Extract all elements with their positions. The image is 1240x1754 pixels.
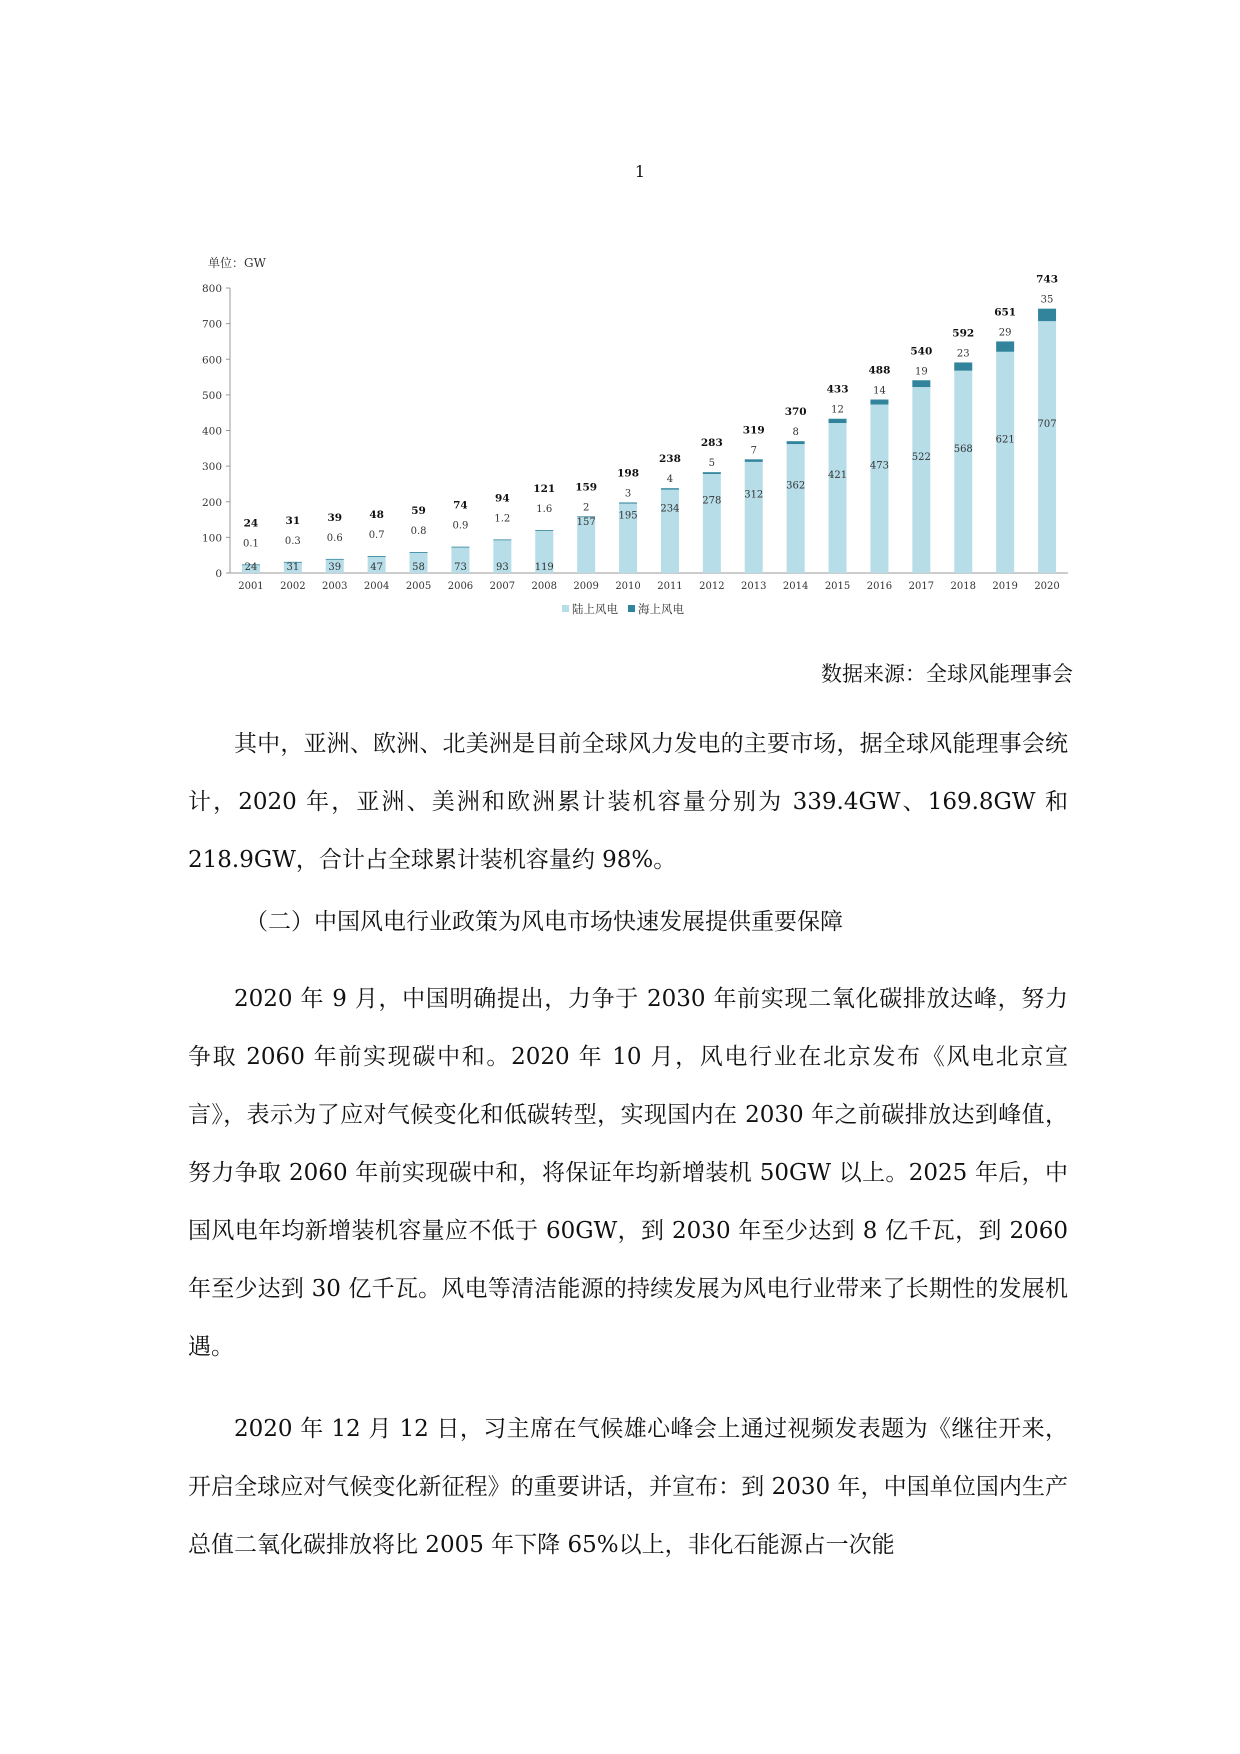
bar-onshore (870, 404, 888, 573)
total-data-label: 488 (868, 364, 891, 377)
x-tick-label: 2014 (782, 581, 809, 592)
bar-onshore (1038, 321, 1056, 573)
offshore-data-label: 7 (750, 445, 757, 457)
onshore-data-label: 119 (534, 562, 554, 573)
x-tick-label: 2002 (280, 581, 306, 592)
y-tick-label: 800 (201, 283, 222, 295)
x-tick-label: 2018 (950, 581, 976, 592)
total-data-label: 94 (495, 492, 510, 505)
x-tick-label: 2006 (447, 581, 474, 592)
offshore-data-label: 0.7 (368, 530, 385, 542)
offshore-data-label: 14 (873, 385, 886, 397)
onshore-data-label: 93 (495, 562, 509, 573)
y-tick-label: 500 (201, 389, 222, 402)
x-tick-label: 2005 (405, 581, 432, 592)
bar-onshore (912, 387, 930, 573)
data-source: 数据来源：全球风能理事会 (821, 662, 1073, 686)
onshore-data-label: 157 (576, 517, 596, 529)
onshore-data-label: 473 (869, 460, 889, 472)
onshore-data-label: 195 (618, 510, 638, 522)
x-tick-label: 2001 (238, 581, 264, 592)
offshore-data-label: 12 (831, 404, 844, 416)
y-tick-label: 400 (201, 425, 222, 438)
total-data-label: 238 (658, 453, 681, 466)
total-data-label: 651 (994, 306, 1017, 319)
onshore-data-label: 31 (286, 562, 300, 573)
section-heading: （二）中国风电行业政策为风电市场快速发展提供重要保障 (245, 909, 843, 935)
onshore-data-label: 522 (911, 452, 931, 464)
legend-label-offshore: 海上风电 (638, 602, 684, 616)
x-tick-label: 2017 (908, 581, 935, 592)
wind-capacity-chart (190, 250, 1070, 630)
x-tick-label: 2012 (699, 581, 725, 592)
onshore-data-label: 707 (1037, 419, 1057, 431)
offshore-data-label: 19 (914, 366, 928, 378)
offshore-data-label: 5 (708, 458, 716, 470)
bar-offshore (368, 556, 386, 557)
onshore-data-label: 362 (786, 480, 806, 492)
bar-onshore (954, 371, 972, 573)
onshore-data-label: 568 (953, 443, 973, 455)
total-data-label: 198 (617, 467, 640, 480)
bar-offshore (912, 380, 930, 387)
offshore-data-label: 0.1 (242, 538, 259, 550)
x-tick-label: 2004 (363, 581, 390, 592)
total-data-label: 39 (327, 511, 343, 524)
legend-swatch-offshore (628, 605, 635, 612)
total-data-label: 370 (784, 406, 807, 419)
offshore-data-label: 0.8 (410, 526, 427, 538)
legend-label-onshore: 陆上风电 (572, 602, 618, 616)
bar-offshore (954, 362, 972, 370)
x-tick-label: 2007 (489, 581, 516, 592)
bar-offshore (535, 530, 553, 531)
bar-offshore (661, 488, 679, 489)
page-number: 1 (634, 162, 646, 181)
bar-onshore (829, 423, 847, 573)
x-tick-label: 2015 (824, 581, 851, 592)
x-tick-label: 2020 (1034, 581, 1060, 592)
bar-offshore (787, 441, 805, 444)
onshore-data-label: 421 (828, 470, 848, 482)
onshore-data-label: 621 (995, 434, 1015, 446)
bar-offshore (703, 472, 721, 474)
x-tick-label: 2011 (657, 581, 683, 592)
bar-onshore (703, 474, 721, 573)
offshore-data-label: 0.6 (326, 532, 343, 544)
offshore-data-label: 29 (998, 327, 1012, 339)
bar-offshore (870, 400, 888, 405)
offshore-data-label: 2 (582, 502, 590, 514)
x-tick-label: 2003 (322, 581, 348, 592)
bar-offshore (619, 502, 637, 503)
onshore-data-label: 73 (454, 562, 467, 573)
y-tick-label: 300 (201, 461, 222, 474)
total-data-label: 48 (369, 509, 384, 522)
y-tick-label: 100 (201, 532, 222, 545)
offshore-data-label: 4 (666, 474, 674, 486)
bar-onshore (996, 352, 1014, 573)
paragraph-markets: 其中，亚洲、欧洲、北美洲是目前全球风力发电的主要市场，据全球风能理事会统计，2020 年，亚洲、美洲和欧洲累计装机容量分别为 339.4GW、169.8GW 和 218.9GW，合计占全球累计装机容量约 98%。 (188, 731, 1068, 873)
offshore-data-label: 8 (792, 427, 799, 439)
onshore-data-label: 58 (412, 562, 425, 573)
offshore-data-label: 1.2 (494, 513, 511, 525)
bar-offshore (1038, 309, 1056, 321)
onshore-data-label: 24 (244, 562, 258, 573)
offshore-data-label: 35 (1040, 294, 1054, 306)
offshore-data-label: 3 (624, 488, 632, 500)
total-data-label: 283 (700, 437, 723, 450)
total-data-label: 59 (411, 505, 426, 518)
y-tick-label: 700 (201, 318, 222, 331)
total-data-label: 319 (742, 424, 765, 437)
total-data-label: 592 (952, 327, 975, 340)
bar-offshore (451, 547, 469, 548)
x-tick-label: 2019 (992, 581, 1018, 592)
y-tick-label: 600 (201, 354, 222, 367)
onshore-data-label: 234 (660, 503, 680, 515)
x-tick-label: 2008 (531, 581, 557, 592)
chart-svg (190, 250, 1070, 630)
onshore-data-label: 312 (744, 489, 764, 501)
paragraph-summit: 2020 年 12 月 12 日，习主席在气候雄心峰会上通过视频发表题为《继往开来，开启全球应对气候变化新征程》的重要讲话，并宣布：到 2030 年，中国单位国内生产总值二氧化碳排放将比 2005 年下降 65%以上，非化石能源占一次能 (188, 1416, 1068, 1558)
offshore-data-label: 0.3 (284, 535, 301, 547)
bar-offshore (745, 459, 763, 461)
onshore-data-label: 39 (328, 562, 342, 573)
total-data-label: 743 (1036, 273, 1059, 286)
onshore-data-label: 47 (370, 562, 384, 573)
bar-offshore (493, 539, 511, 540)
y-tick-label: 0 (215, 568, 222, 580)
x-tick-label: 2013 (741, 581, 767, 592)
bar-onshore (661, 490, 679, 573)
total-data-label: 121 (533, 483, 556, 496)
bar-offshore (410, 552, 428, 553)
legend-swatch-onshore (562, 605, 569, 612)
x-tick-label: 2010 (615, 581, 641, 592)
bar-onshore (745, 462, 763, 573)
unit-label: 单位：GW (208, 256, 266, 270)
y-tick-label: 200 (201, 496, 222, 509)
bar-offshore (996, 341, 1014, 351)
x-tick-label: 2016 (866, 581, 893, 592)
offshore-data-label: 0.9 (452, 520, 469, 532)
paragraph-policy: 2020 年 9 月，中国明确提出，力争于 2030 年前实现二氧化碳排放达峰，努力争取 2060 年前实现碳中和。2020 年 10 月，风电行业在北京发布《风电北京宣言》，表示为了应对气候变化和低碳转型，实现国内在 2030 年之前碳排放达到峰值，努力争取 2060 年前实现碳中和，将保证年均新增装机 50GW 以上。2025 年后，中国风电年均新增装机容量应不低于 60GW，到 2030 年至少达到 8 亿千瓦，到 2060 年至少达到 30 亿千瓦。风电等清洁能源的持续发展为风电行业带来了长期性的发展机遇。 (188, 986, 1068, 1360)
bar-onshore (787, 444, 805, 573)
x-tick-label: 2009 (573, 581, 599, 592)
total-data-label: 31 (285, 514, 301, 527)
total-data-label: 540 (910, 345, 933, 358)
bar-offshore (326, 559, 344, 560)
total-data-label: 159 (575, 481, 598, 494)
total-data-label: 24 (243, 517, 259, 530)
onshore-data-label: 278 (702, 495, 722, 507)
offshore-data-label: 1.6 (536, 504, 553, 516)
bar-offshore (829, 419, 847, 423)
total-data-label: 74 (453, 499, 468, 512)
total-data-label: 433 (826, 383, 849, 396)
offshore-data-label: 23 (956, 348, 970, 360)
